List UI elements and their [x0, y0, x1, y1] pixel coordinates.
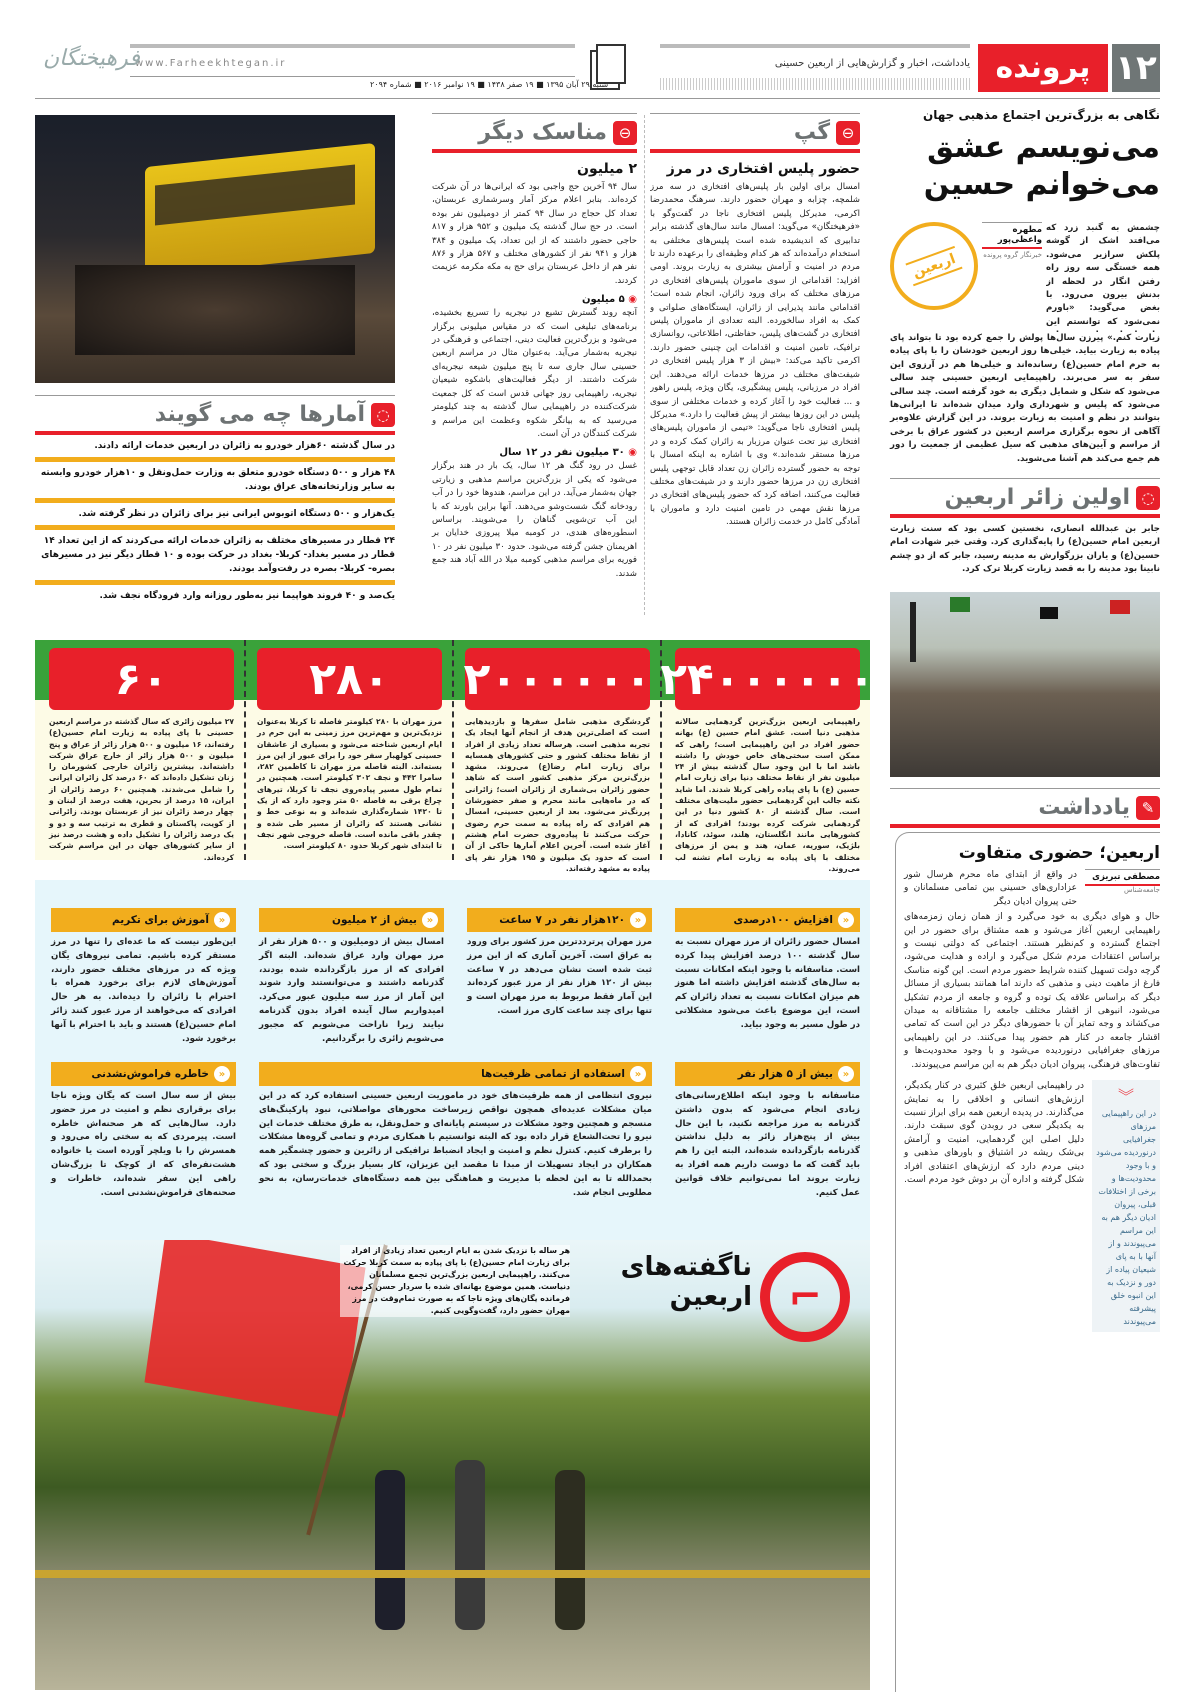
header-rule: [35, 98, 1160, 99]
info-box-body: متاسفانه با وجود اینکه اطلاع‌رسانی‌های زیادی انجام می‌شود که بدون داشتن گذرنامه به مرز مراجعه نکنید، با این حال بیش از پنج‌هزار زائر به دلیل نداشتن گذرنامه بازگردانده شده‌اند، البته این را هم باید گفت که ما دوست داریم همه افراد به زیارت بروند اما نمی‌توانیم خلاف قوانین عمل کنیم.: [675, 1091, 860, 1198]
double-chevron-icon: «: [838, 912, 854, 928]
info-box: [259, 908, 444, 1046]
info-box: [467, 908, 652, 1019]
double-chevron-icon: «: [630, 912, 646, 928]
section-heading: اولین زائر اربعین: [944, 485, 1130, 510]
gap-section: [650, 113, 860, 631]
rite-body: سال ۹۴ آخرین حج واجبی بود که ایرانی‌ها در آن شرکت کرده‌اند. بنابر اعلام مرکز آمار وسرشماری عربستان، تعداد کل حجاج در سال ۹۴ کمتر از دومیلیون نفر بوده است. در حج سال گذشته یک میلیون و ۹۵۲ هزار و ۸۱۷ حاجی حضور داشتند که از این تعداد، یک میلیون و ۳۸۴ هزار و ۹۴۱ نفر از کشورهای مختلف و ۵۶۷ هزار و ۸۷۶ نفر هم از داخل عربستان برای حج به مکه مکرمه عزیمت کردند.: [432, 182, 638, 286]
rite-title: ۲ میلیون: [577, 161, 637, 177]
arbaeen-stamp: [890, 222, 978, 310]
info-box: [51, 1062, 236, 1200]
note-article: [895, 832, 1160, 1692]
lead-body: زیارت کنم.» پیرزن سال‌ها پولش را جمع کرده بود تا بتواند پای پیاده به زیارت بیاید. خیلی‌ها روز اربعین خودشان را با پای پیاده به حرم امام حسین(ع) رسانده‌اند و خیلی‌ها هم در آرزوی این سفر به سر می‌برند. راهپیمایی اربعین حسینی چند سالی می‌شود که شکل و شمایل دیگری به خود گرفته است. چند سالی می‌شود که پلیس و شهرداری وارد میدان شده‌اند تا ایرانی‌ها بتوانند در نظم و امنیت به زیارت بروند. در این گزارش علاوه‌بر آگاهی از نحوه برگزاری مراسم اربعین در کشور عراق با برخی از مراسم و آیین‌های مذهبی که سیل عظیمی از جمعیت را دور هم جمع می‌کند هم آشنا می‌شوید.: [890, 333, 1160, 464]
bullet-icon: ◉: [624, 294, 637, 306]
note-author-role: جامعه‌شناس: [1124, 886, 1160, 894]
rite-body: آنچه روند گسترش تشیع در نیجریه را تسریع بخشیده، برنامه‌های تبلیغی است که در مقیاس میلیونی برگزار می‌شود و بزرگ‌ترین فعالیت دینی، اجتماعی و فرهنگی در نیجریه به‌شمار می‌آید. به‌عنوان مثال در مراسم اربعین حسینی سال جاری سه تا پنج میلیون شیعه نیجریه‌ای شرکت داشتند. از دیگر فعالیت‌های باشکوه شیعیان نیجریه، راهپیمایی روز جهانی قدس است که کل جمعیت شرکت‌کننده در راهپیمایی سال گذشته به چند کیلومتر می‌رسید که به بیانگر شکوه وعظمت این مراسم و شرکت کنندگان در آن است.: [432, 308, 637, 439]
rite-title: ◉ ۵ میلیون: [581, 294, 637, 306]
pen-icon: ✎: [1136, 796, 1160, 820]
note-body: حال و هوای دیگری به خود می‌گیرد و از همان زمان زمزمه‌های راهپیمایی اربعین آغاز می‌شود و همه مشتاق برای حضور در این اجتماع گسترده و کم‌نظیر هستند. اجتماعی که دولتی نیست و براساس اعتقادات مردم شکل می‌گیرد و اراده و هدایت می‌شود، گرچه دولت تسهیل کننده شرایط حضور مردم است. این گونه مناسک فارغ از ماهیت دینی و مذهبی که دارند اما همانند بسیاری از مسائل دیگر که براساس علاقه یک توده و گروه و جامعه از مردم تشکیل می‌شود، انبوهی از اقشار مختلف جامعه را مشتاقانه به میدان می‌کشاند و وجه تمایز آن با حضورهای دیگر در این است که تمامی اقشار جامعه در کنار هم حضور پیدا می‌کنند. در این راهپیمایی مرزهای جغرافیایی درنوردیده می‌شود و با وجود محدودیت‌ها و تفاوت‌های فرهنگی، پیروان ادیان دیگر هم به این مراسم می‌پیوندند.: [904, 912, 1160, 1070]
section-heading: آمارها چه می گویند: [154, 402, 365, 427]
gap-body: امسال برای اولین بار پلیس‌های افتخاری در سه مرز شلمچه، چزابه و مهران حضور دارند. سرهنگ محمدرضا اکرمی، مدیرکل پلیس افتخاری ناجا در گفت‌وگو با «فرهیختگان» می‌گوید: امسال مانند سال‌های گذشته برابر تدابیری که اندیشیده شده است پلیس‌های مختلفی به استخدام درآمده‌اند که هر کدام وظیفه‌ای را برعهده دارند تا مردم در امنیت و آرامش بیشتری به زیارت بروند. اومی افزاید: اقداماتی از سوی ماموران پلیس‌های افتخاری در مرزهای مختلف که برای ورود زائران، انجام شده است؛ اقداماتی مانند پذیرایی از زائران، ایستگاه‌های صلواتی و کمک به افراد سالخورده. البته تعدادی از ماموران پلیس افتخاری در گشت‌های پلیس، حفاظتی، اطلاعاتی، روانسازی ترافیک، تامین امنیت و اقدامات این چنینی حضور دارند. اکرمی تاکید می‌کند: «بیش از ۳ هزار پلیس افتخاری در شیفت‌های مختلف در مرزها خدمات ارائه می‌دهند. این افراد در مرزبانی، پلیس پیشگیری، یگان ویژه، پلیس راهور و ... فعالیت خود را آغاز کرده و خدمات مختلفی از سوی پلیس در این روزها بیشتر از پیش فعالیت را دارد.» مدیرکل پلیس افتخاری ناجا می‌گوید: «تیمی از ماموران پلیس‌های افتخاری نیز تحت عنوان مرزبار به زائران کمک کرده و در مرزها مستقر شده‌اند.» وی با اشاره به اینکه امسال با توجه به حضور گسترده زائران زن تعداد قابل توجهی پلیس افتخاری زن در مرزها حضور دارند و در شیفت‌های مختلف فعالیت می‌کنند، اضافه کرد که حضور پلیس‌های افتخاری در مرزها نقش مهمی در تامین امنیت دارد و ماموران با آمادگی کامل در خدمت زائران هستند.: [650, 182, 860, 528]
header-rule: [130, 44, 575, 48]
double-chevron-icon: «: [422, 912, 438, 928]
info-box-title: افزایش ۱۰۰درصدی: [733, 914, 833, 926]
other-rites-section: [432, 113, 637, 581]
rite-body: غسل در رود گنگ هر ۱۲ سال، یک بار در هند برگزار می‌شود که یکی از بزرگ‌ترین مراسم مذهبی و زیارتی جهان به‌شمار می‌آید. در این مراسم، هندوها خود را در آب رودخانه گنگ شست‌وشو می‌دهند. آنها براین باورند که با این آب تن‌شویی گناهان را می‌شویند. براساس اسطوره‌های هندی، در کومبه میلا پیروزی خدایان بر اهریمنان جشن گرفته می‌شود. حدود ۳۰ میلیون نفر در ۱۰ فوریه برای مراسم مذهبی کومبه میلا در الله آباد هند جمع شدند.: [432, 461, 637, 579]
section-icon: ◌: [371, 403, 395, 427]
stat-item: در سال گذشته ۶۰هزار خودرو به زائران در اربعین خدمات ارائه دادند.: [35, 435, 395, 462]
info-box-title: استفاده از تمامی ظرفیت‌ها: [481, 1068, 625, 1080]
note-author: مصطفی تبریزی: [1085, 869, 1160, 886]
stat-item: ۲۴ قطار در مسیرهای مختلف به زائران خدمات ارائه می‌کردند که از این تعداد ۱۴ قطار در مسیر بغداد- کربلا- بغداد در حرکت بوده و ۱۰ قطار دیگر نیز در مسیرهای بصره- کربلا- بصره در رفت‌وآمد بودند.: [35, 530, 395, 585]
info-box-title: خاطره فراموش‌نشدنی: [91, 1068, 209, 1080]
masthead: [35, 38, 1160, 98]
big-number: ۲۴۰۰۰۰۰۰: [675, 648, 860, 710]
bullet-icon: ◉: [624, 447, 637, 459]
info-box-title: بیش از ۲ میلیون: [331, 914, 417, 926]
big-number: ۲۰۰۰۰۰۰: [465, 648, 650, 710]
section-subtitle: یادداشت، اخبار و گزارش‌هایی از اربعین حسینی: [774, 58, 970, 69]
untold-logo: ⌐: [760, 1252, 850, 1342]
pilgrims-crowd-photo: [890, 592, 1160, 777]
double-chevron-icon: «: [838, 1066, 854, 1082]
stat-item: یک‌هزار و ۵۰۰ دستگاه اتوبوس ایرانی نیز برای زائران در نظر گرفته شد.: [35, 503, 395, 530]
stats-section: [35, 395, 395, 607]
header-pattern: [660, 78, 970, 90]
website: www.Farheekhtegan.ir: [135, 58, 287, 69]
note-intro: در واقع از ابتدای ماه محرم هرسال شور عزاداری‌های حسینی بین تمامی مسلمانان و حتی پیروان ادیان دیگر: [904, 870, 1077, 907]
info-box-body: بیش از سه سال است که یگان ویژه ناجا برای برقراری نظم و امنیت در مرز حضور دارد. سال‌هایی که هر صحنه‌اش خاطره است. پیرمردی که به سختی راه می‌رود و همسرش را با ویلچر آورده است یا خانواده هشت‌نفره‌ای که از کوچک تا بزرگ‌شان راهی این سفر شده‌اند، خاطرات و صحنه‌های فراموش‌نشدنی است.: [51, 1091, 236, 1198]
number-description: راهپیمایی اربعین بزرگ‌ترین گردهمایی سالانه مذهبی دنیا است. عشق امام حسین (ع) بهانه حضور افراد در این راهپیمایی است؛ راهی که ممکن است سختی‌های خاص خودش را داشته باشد اما با این وجود سال گذشته بیش از ۲۴ میلیون نفر از نقاط مختلف دنیا برای زیارت امام حسین (ع) با پای پیاده راهی کربلا شدند. اما شاید نکته جالب این گردهمایی حضور ملیت‌های مختلف است. سال گذشته از ۸۰ کشور دنیا در این گردهمایی شرکت کرده بودند؛ افرادی که از کشورهایی مانند انگلستان، هلند، سوئد، کانادا، بلژیک، سوریه، عمان، هند و یمن از مرزهای مختلف با پای پیاده به زیارت امام تشنه لب می‌روند.: [675, 717, 860, 873]
info-box: [51, 908, 236, 1046]
note-section: [890, 788, 1160, 828]
rite-title: ◉ ۳۰ میلیون نفر در ۱۲ سال: [499, 447, 637, 459]
number-description: گردشگری مذهبی شامل سفرها و بازدیدهایی است که اصلی‌ترین هدف از انجام آنها ایجاد یک تجربه مذهبی است. هرساله تعداد زیادی از افراد از نقاط مختلف کشور و حتی کشورهای همسایه برای زیارت امام رضا(ع) می‌روند. مشهد بزرگ‌ترین مرکز مذهبی کشور است که شاهد حضور زائران بی‌شماری از زائران است؛ زائرانی که در ماه‌هایی مانند محرم و صفر حضورشان پررنگ‌تر می‌شود. بعد از اربعین حسینی، امسال هم افرادی که راه پیاده به سمت حرم رضوی حرکت می‌کنند تا پیاده‌روی حضرت امام هشتم آغاز شده است. آخرین اعلام آمارها حاکی از آن است که حدود یک میلیون و ۱۹۵ هزار نفر پای پیاده به مشهد رفته‌اند.: [465, 717, 650, 873]
page-number: ۱۲: [1112, 44, 1160, 92]
section-heading: یادداشت: [1038, 795, 1130, 820]
interview-section: [35, 880, 870, 1690]
author-role: خبرنگار گروه پرونده: [983, 251, 1042, 259]
number-block: [249, 640, 454, 860]
first-pilgrim-section: [890, 478, 1160, 577]
numbers-band: [35, 640, 875, 873]
info-box-body: مرز مهران پرترددترین مرز کشور برای ورود به عراق است. آخرین آماری که از این مرز ثبت شده است نشان می‌دهد در ۷ ساعت بیش از ۱۲۰ هزار نفر از مرز عبور کرده‌اند این آمار فقط مربوط به مرز مهران است و تنها برای چند ساعت کاری مرز است.: [467, 937, 652, 1016]
section-title: پرونده: [978, 44, 1108, 92]
gap-title: حضور پلیس افتخاری در مرز: [666, 161, 860, 177]
info-box: [675, 1062, 860, 1200]
info-box-body: این‌طور نیست که ما عده‌ای را تنها در مرز مستقر کرده باشیم. تمامی نیروهای یگان ویژه که در مرزهای مختلف حضور دارند، آموزش‌های لازم برای برخورد همراه با احترام با زائران را دیده‌اند. به هر حال افرادی که می‌خواهند از مرز عبور کنند زائر امام حسین(ع) هستند و باید با احترام با آنها برخورد شود.: [51, 937, 236, 1044]
info-box-title: آموزش برای تکریم: [112, 914, 209, 926]
untold-intro: هر ساله با نزدیک شدن به ایام اربعین تعداد زیادی از افراد برای زیارت امام حسین(ع) با پای پیاده به سمت کربلا حرکت می‌کنند. راهپیمایی اربعین بزرگ‌ترین تجمع مسلمانان دنیاست. همین موضوع بهانه‌ای شده با سردار حسن کرمی، فرمانده یگان‌های ویژه ناجا که به صورت تمام‌وقت در مرز مهران حضور دارد، گفت‌وگویی کنیم.: [340, 1245, 570, 1317]
number-block: [457, 640, 662, 873]
big-number: ۲۸۰: [257, 648, 442, 710]
info-box: [675, 908, 860, 1033]
number-description: ۲۷ میلیون زائری که سال گذشته در مراسم اربعین حسینی با پای پیاده به زیارت امام حسین(ع) رفته‌اند، ۱۶ میلیون و ۵۰۰ هزار زائر از عراق و پنج میلیون و ۵۰۰ هزار زائر از خارج عراق شرکت داشته‌اند. بیشترین زائران خارجی کشورمان را زنان تشکیل داده‌اند که ۶۰ درصد کل زائران ایرانی را شامل می‌شدند. همچنین ۶۰ درصد زائران از ایران، ۱۵ درصد از بحرین، هفت درصد از لبنان و چهار درصد زائران نیز از عربستان بودند. زائرانی از کویت، پاکستان و قطری به ترتیب سه و دو و یک درصد زائران را تشکیل داده و هشت درصد نیز از سایر کشورهای جهان در این مراسم شرکت کرده‌اند.: [49, 717, 234, 862]
number-block: [660, 640, 875, 873]
stat-item: یک‌صد و ۴۰ فروند هواپیما نیز به‌طور روزانه وارد فرودگاه نجف شد.: [99, 591, 395, 601]
author-name: مطهره واعظی‌پور: [982, 222, 1042, 249]
bus-night-photo: [35, 115, 395, 383]
chevron-down-icon: ︾: [1117, 1087, 1134, 1107]
untold-title: اربعین: [669, 1282, 752, 1312]
column-divider: [644, 115, 645, 615]
double-chevron-icon: «: [630, 1066, 646, 1082]
info-box-title: ۱۲۰هزار نفر در ۷ ساعت: [499, 914, 625, 926]
note-title: اربعین؛ حضوری متفاوت: [958, 843, 1160, 863]
header-rule: [130, 76, 575, 77]
info-box-body: امسال حضور زائران از مرز مهران نسبت به سال گذشته ۱۰۰ درصد افزایش پیدا کرده است. متاسفانه با وجود اینکه امکانات نسبت به سال‌های گذشته افزایش داشته اما هنوز هم میزان امکانات نسبت به تعداد زائران کم است، این موضوع باعث می‌شود مشکلاتی در طول مسیر به وجود بیاید.: [675, 937, 860, 1030]
header-rule: [660, 44, 970, 48]
untold-title-block: [582, 1252, 752, 1312]
stamp-text: اربعین: [905, 246, 962, 286]
double-chevron-icon: «: [214, 1066, 230, 1082]
headline: می‌خوانم حسین: [923, 167, 1160, 202]
section-heading: گپ: [793, 120, 830, 145]
lead-body-intro: چشمش به گنبد زرد که می‌افتد اشک از گوشه پلکش سرازیر می‌شود. همه خستگی سه روز راه رفتن انگار در لحظه از بدنش بیرون می‌رود. با بغض می‌گوید: «باورم نمی‌شود که توانستم این: [1046, 223, 1160, 327]
date-line: شنبه ۲۹ آبان ۱۳۹۵ ■ ۱۹ صفر ۱۴۳۸ ■ ۱۹ نوامبر ۲۰۱۶ ■ شماره ۲۰۹۴: [370, 80, 609, 89]
section-icon: ◌: [1136, 486, 1160, 510]
pull-quote: در این راهپیمایی مرزهای جغرافیایی درنوردیده می‌شود و با وجود محدودیت‌ها و برخی از اختلافات قبلی، پیروان ادیان دیگر هم به این مراسم می‌پیوندند و از آنها با به پای شیعیان پیاده از دور و نزدیک به این انبوه خلق پیشرفته می‌پیوندند: [1096, 1109, 1156, 1327]
big-number: ۶۰: [49, 648, 234, 710]
info-box-body: نیروی انتظامی از همه ظرفیت‌های خود در ماموریت اربعین حسینی استفاده کرد که در این میان مشکلات عدیده‌ای همچون نواقص زیرساخت محورهای مواصلاتی، نبود پارکینگ‌های منسجم و همچنین وجود مشکلات در سیستم پایانه‌ای و حمل‌ونقل، به طرق مختلف خدمات این نیرو را تحت‌الشعاع قرار داده بود که البته توانستیم با همکاری مردم و تمامی گروه‌ها مشکلات را برطرف کنیم. کنترل نظم و امنیت و ایجاد انضباط ترافیکی از زائرین و حضور چشمگیر همه همکاران در ایجاد تسهیلات از مبدا تا مقصد این عزیزان، کار بسیار بزرگ و سختی بود که بحمدالله تا به این لحظه با مدیریت و هماهنگی بین همه دستگاه‌های خدمات‌رسان، به نحو مطلوبی انجام شد.: [259, 1091, 652, 1198]
number-block: [35, 640, 246, 860]
arrow-left-icon: ⊖: [836, 121, 860, 145]
lead-article: [890, 108, 1160, 466]
stat-item: ۴۸ هزار و ۵۰۰ دستگاه خودرو متعلق به وزارت حمل‌ونقل و ۱۰هزار خودرو وابسته به سایر وزارتخانه‌های عراق بودند.: [35, 462, 395, 503]
headline: می‌نویسم عشق: [927, 130, 1160, 165]
first-pilgrim-body: جابر بن عبدالله انصاری، نخستین کسی بود که سنت زیارت اربعین امام حسین(ع) را پایه‌گذاری کرد. وقتی خبر شهادت امام حسین(ع) و یاران بزرگوارش به مدینه رسید، جابر که از دو چشم نابینا بود مدینه را به قصد زیارت کربلا ترک کرد.: [890, 524, 1160, 575]
kicker: نگاهی به بزرگ‌ترین اجتماع مذهبی جهان: [922, 108, 1160, 122]
info-box: [259, 1062, 652, 1200]
note-body-end: در راهپیمایی اربعین خلق کثیری در کنار یکدیگر، ارزش‌های انسانی و اخلاقی را به نمایش می‌گذارند. در پدیده اربعین همه برای ابراز نسبت به یکدیگر سعی در روبدن گوی سبقت دارند. دلیل اصلی این گردهمایی، امنیت و آرامش بی‌شک ریشه در اشتیاق و باورهای مذهبی و دینی مردم دارد که ارزش‌های اعتقادی افراد شکل گرفته و اداره آن بر دوش خود مردم است.: [904, 1081, 1084, 1185]
info-box-title: بیش از ۵ هزار نفر: [737, 1068, 833, 1080]
info-box-body: امسال بیش از دومیلیون و ۵۰۰ هزار نفر از مرز مهران وارد عراق شده‌اند. البته اگر افرادی که از مرز بازگردانده شده بودند، گذرنامه داشتند و می‌توانستند وارد شوند این آمار از مرز سه میلیون عبور می‌کرد. امیدواریم سال آینده افراد بدون گذرنامه نیایند زیرا ناراحت می‌شویم که مجبور می‌شویم زائری را برگردانیم.: [259, 937, 444, 1044]
section-heading: مناسک دیگر: [478, 120, 607, 145]
newspaper-logo: فرهیختگان: [43, 46, 140, 71]
arrow-left-icon: ⊖: [613, 121, 637, 145]
double-chevron-icon: «: [214, 912, 230, 928]
untold-title: ناگفته‌های: [620, 1252, 752, 1282]
number-description: مرز مهران با ۲۸۰ کیلومتر فاصله تا کربلا به‌عنوان نزدیک‌ترین و مهم‌ترین مرز زمینی به این حرم در ایام اربعین شناخته می‌شود و بسیاری از عاشقان حسینی کولهبار سفر خود را برای عبور از این مرز بسته‌اند. البته فاصله مرز مهران تا کاظمین ۲۸۲، سامرا ۴۴۲ و نجف ۳۰۲ کیلومتر است. همچنین در تمام طول مسیر پیاده‌روی نجف تا کربلا، تیرهای چراغ برقی به فاصله ۵۰ متر وجود دارد که از یک تا ۱۴۲۰ شماره‌گذاری شده‌اند و به نوعی خط و نشانی هستند که زائران از مسیر طی شده و چقدر باقی مانده است. فاصله خروجی شهر نجف تا ابتدای شهر کربلا حدود ۸۰ کیلومتر است.: [257, 717, 442, 851]
